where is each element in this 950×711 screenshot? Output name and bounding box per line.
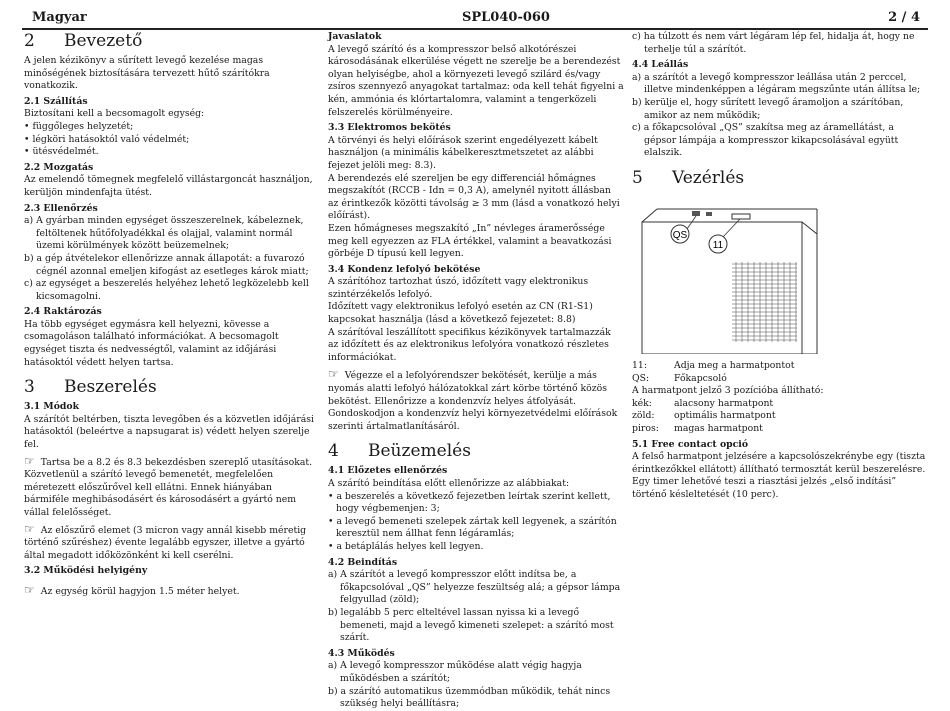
section-3-1-note-2: ☞ Az előszűrő elemet (3 micron vagy annál kisebb méretig történő szűréshez) évente legalább egyszer, illetve a gyártó által megadott időközönként ki kell cserélni. bbox=[24, 523, 314, 563]
list-item: b) kerülje el, hogy sűrített levegő áramoljon a szárítóban, amikor az nem működik; bbox=[632, 96, 904, 121]
list-item: c) a főkapcsolóval „QS” szakítsa meg az áramellátást, a gépsor lámpája a kompresszor kikapcsolásával együtt elalszik. bbox=[632, 122, 899, 159]
section-3-title: 3 Beszerelés bbox=[24, 377, 157, 398]
callout-11-label: 11 bbox=[712, 239, 724, 251]
list-item: • a levegő bemeneti szelepek zártak kell legyenek, a szárítón keresztül nem állhat fenn légáramlás; bbox=[328, 515, 617, 540]
section-2-4-text: Ha több egységet egymásra kell helyezni, kövesse a csomagoláson található információkat. A becsomagolt egységet tiszta és nedvességtől, valamint az időjárási hatásoktól védett helyen tartsa. bbox=[24, 318, 279, 368]
section-3-4-p2: Időzített vagy elektronikus lefolyó esetén az CN (R1-S1) kapcsokat használja (lásd a következő fejezetet: 8.8) bbox=[328, 301, 593, 326]
section-3-4-note: ☞ Végezze el a lefolyórendszer bekötését, kerülje a más nyomás alatti lefolyó hálózatokkal zárt körbe történő közös bekötést. Ellenőrizze a kondenzvíz helyes átfolyását. Gondoskodjon a kondenzvíz helyi környezetvédelmi előírások szerinti ártalmatlanításáról. bbox=[328, 368, 624, 433]
section-3-1-title: 3.1 Módok bbox=[24, 401, 80, 413]
color-row bbox=[632, 398, 928, 411]
section-4-3-title: 4.3 Működés bbox=[328, 647, 395, 659]
legend-value: Főkapcsoló bbox=[674, 372, 727, 384]
section-3-1-note-1: ☞ Tartsa be a 8.2 és 8.3 bekezdésben szereplő utasításokat. Közvetlenül a szárító levegő bemenetét, megfelelően méretezett előszűrővel kell ellátni. Ennek hiányában bármiféle meghibásodásért és károsodásért a gyártó nem vállal felelősséget. bbox=[24, 455, 314, 520]
section-4-1-text: A szárító beindítása előtt ellenőrizze az alábbiakat: bbox=[328, 478, 570, 489]
section-3-4-p1: A szárítóhoz tartozhat úszó, időzített vagy elektronikus szintérzékelős lefolyó. bbox=[328, 276, 589, 300]
section-2-2-text: Az emelendő tömegnek megfelelő villástargoncát használjon, kerüljön mindenfajta ütést. bbox=[24, 174, 313, 198]
recommendations-title: Javaslatok bbox=[328, 31, 382, 42]
list-item: c) ha túlzott és nem várt légáram lép fel, hidalja át, hogy ne terhelje túl a szárítót. bbox=[632, 31, 915, 55]
list-item: c) az egységet a beszerelés helyéhez lehető legközelebb kell kicsomagolni. bbox=[24, 278, 309, 302]
color-key: piros: bbox=[632, 422, 659, 434]
color-row bbox=[632, 410, 928, 423]
section-2-4-title: 2.4 Raktározás bbox=[24, 306, 102, 318]
legend-key: 11: bbox=[632, 359, 647, 371]
section-3-3-p2: A berendezés elé szereljen be egy differenciál hőmágnes megszakítót (RCCB - Idn = 0,3 A), amelynél nyitott állásban az érintkezők közötti távolság ≥ 3 mm (lásd a vonatkozó helyi előírást). bbox=[328, 172, 620, 222]
section-2-2-title: 2.2 Mozgatás bbox=[24, 161, 94, 173]
section-3-4-p3: A szárítóval leszállított specifikus kézikönyvek tartalmazzák az időzített és az elektronikus lefolyóra vonatkozó részletes információkat. bbox=[328, 326, 611, 363]
section-2-intro: A jelen kézikönyv a sűrített levegő kezelése magas minőségének biztosítására tervezett hűtő szárítókra vonatkozik. bbox=[24, 55, 270, 92]
column-3 bbox=[632, 31, 928, 501]
section-5-title: 5 Vezérlés bbox=[632, 167, 745, 188]
section-3-2-note: ☞ Az egység körül hagyjon 1.5 méter helyet. bbox=[24, 584, 314, 599]
section-4-3-continued bbox=[632, 31, 928, 56]
dewpoint-intro: A harmatpont jelző 3 pozícióba állítható: bbox=[632, 385, 824, 397]
legend-row bbox=[632, 360, 928, 373]
section-2-1-title: 2.1 Szállítás bbox=[24, 95, 88, 107]
header-language: Magyar bbox=[32, 10, 87, 25]
section-3-1-text: A szárítót beltérben, tiszta levegőben és a közvetlen időjárási hatásoktól (beleértve a napsugarat is) védett helyen szerelje fel. bbox=[24, 413, 315, 451]
list-item: a) A levegő kompresszor működése alatt végig hagyja működésben a szárítót; bbox=[328, 660, 582, 684]
color-key: kék: bbox=[632, 397, 652, 409]
color-value: optimális harmatpont bbox=[674, 410, 776, 422]
section-3-3-p3: Ezen hőmágneses megszakító „In” névleges áramerőssége meg kell egyezzen az FLA értékkel, valamint a beavatkozási görbéje D típusú kell legyen. bbox=[328, 222, 612, 260]
header-page-number: 2 / 4 bbox=[888, 10, 920, 25]
legend-key: QS: bbox=[632, 372, 650, 384]
list-item: • függőleges helyzetét; bbox=[24, 120, 134, 132]
page-header bbox=[22, 8, 928, 30]
list-item: a) A gyárban minden egységet összeszerelnek, kábeleznek, feltöltenek hűtőfolyadékkal és olajjal, valamint normál üzemi körülmények között beüzemelnek; bbox=[24, 215, 304, 252]
list-item: b) legalább 5 perc elteltével lassan nyissa ki a levegő bemeneti, majd a levegő kimeneti szelepet: a szárító most szárít. bbox=[328, 606, 614, 644]
list-item: • ütésvédelmét. bbox=[24, 146, 99, 158]
section-4-2-title: 4.2 Beindítás bbox=[328, 556, 398, 568]
section-3-3-title: 3.3 Elektromos bekötés bbox=[328, 122, 451, 134]
color-value: magas harmatpont bbox=[674, 422, 763, 434]
list-item: • a beszerelés a következő fejezetben leírtak szerint kellett, hogy végbemenjen: 3; bbox=[328, 490, 611, 515]
section-4-title: 4 Beüzemelés bbox=[328, 441, 471, 462]
list-item: b) a gép átvételekor ellenőrizze annak állapotát: a fuvarozó cégnél azonnal emeljen kifogást az esetleges károk miatt; bbox=[24, 252, 309, 277]
column-2 bbox=[328, 31, 624, 711]
callout-qs-label: QS bbox=[672, 229, 688, 241]
section-2-3-title: 2.3 Ellenőrzés bbox=[24, 202, 98, 214]
list-item: a) a szárítót a levegő kompresszor leállása után 2 perccel, illetve mindenképpen a légáram megszűnte után állítsa le; bbox=[632, 71, 921, 96]
section-4-1-title: 4.1 Előzetes ellenőrzés bbox=[328, 465, 448, 477]
control-panel-figure bbox=[632, 194, 832, 354]
section-4-4-title: 4.4 Leállás bbox=[632, 59, 689, 71]
section-4-1-list bbox=[328, 491, 624, 554]
color-key: zöld: bbox=[632, 410, 655, 422]
dryer-drawing bbox=[632, 194, 832, 354]
section-4-4-list bbox=[632, 72, 928, 160]
section-3-4-title: 3.4 Kondenz lefolyó bekötése bbox=[328, 263, 481, 275]
section-4-3-list bbox=[328, 660, 624, 710]
list-item: • a betáplálás helyes kell legyen. bbox=[328, 540, 484, 552]
list-item: b) a szárító automatikus üzemmódban működik, tehát nincs szükség helyi beállításra; bbox=[328, 685, 611, 710]
section-2-1-list bbox=[24, 121, 314, 159]
section-3-3-p1: A törvényi és helyi előírások szerint engedélyezett kábelt használjon (a minimális kábelkeresztmetszetet az alábbi fejezet jelöli meg: 8.3). bbox=[328, 134, 598, 171]
section-5-1-text: A felső harmatpont jelzésére a kapcsolószekrénybe egy (tiszta érintkezőkkel ellátott) állítható termosztát kerül beszerelésre. Egy timer lehetővé teszi a riasztási jelzés „első indítási” történő késleltetését (10 perc). bbox=[632, 451, 926, 500]
main-switch-shape bbox=[692, 211, 700, 216]
section-2-title: 2 Bevezető bbox=[24, 31, 143, 51]
section-2-3-list bbox=[24, 215, 314, 303]
color-row bbox=[632, 423, 928, 436]
legend-value: Adja meg a harmatpontot bbox=[674, 359, 795, 371]
recommendations-text: A levegő szárító és a kompresszor belső alkotórészei károsodásának elkerülése végett ne szerelje be a berendezést olyan helyiségbe, ahol a környezeti levegő szilárd és/vagy zsíros szennyező anyagokat tartalmaz: oda kell tehát figyelni a kén, ammónia és klórtartalomra, valamint a tengerközeli felszerelés körülményeire. bbox=[328, 43, 624, 118]
list-item: • légköri hatásoktól való védelmét; bbox=[24, 133, 190, 145]
list-item: a) A szárítót a levegő kompresszor előtt indítsa be, a főkapcsolóval „QS” helyezze feszültség alá; a gépsor lámpa felgyullad (zöld); bbox=[328, 569, 621, 606]
color-value: alacsony harmatpont bbox=[674, 397, 774, 409]
section-4-2-list bbox=[328, 569, 624, 645]
section-3-2-title: 3.2 Működési helyigény bbox=[24, 565, 148, 577]
section-5-1-title: 5.1 Free contact opció bbox=[632, 438, 749, 450]
legend-row bbox=[632, 373, 928, 386]
section-2-1-text: Biztosítani kell a becsomagolt egység: bbox=[24, 108, 205, 120]
header-model: SPL040-060 bbox=[462, 10, 550, 25]
column-1 bbox=[24, 31, 314, 599]
